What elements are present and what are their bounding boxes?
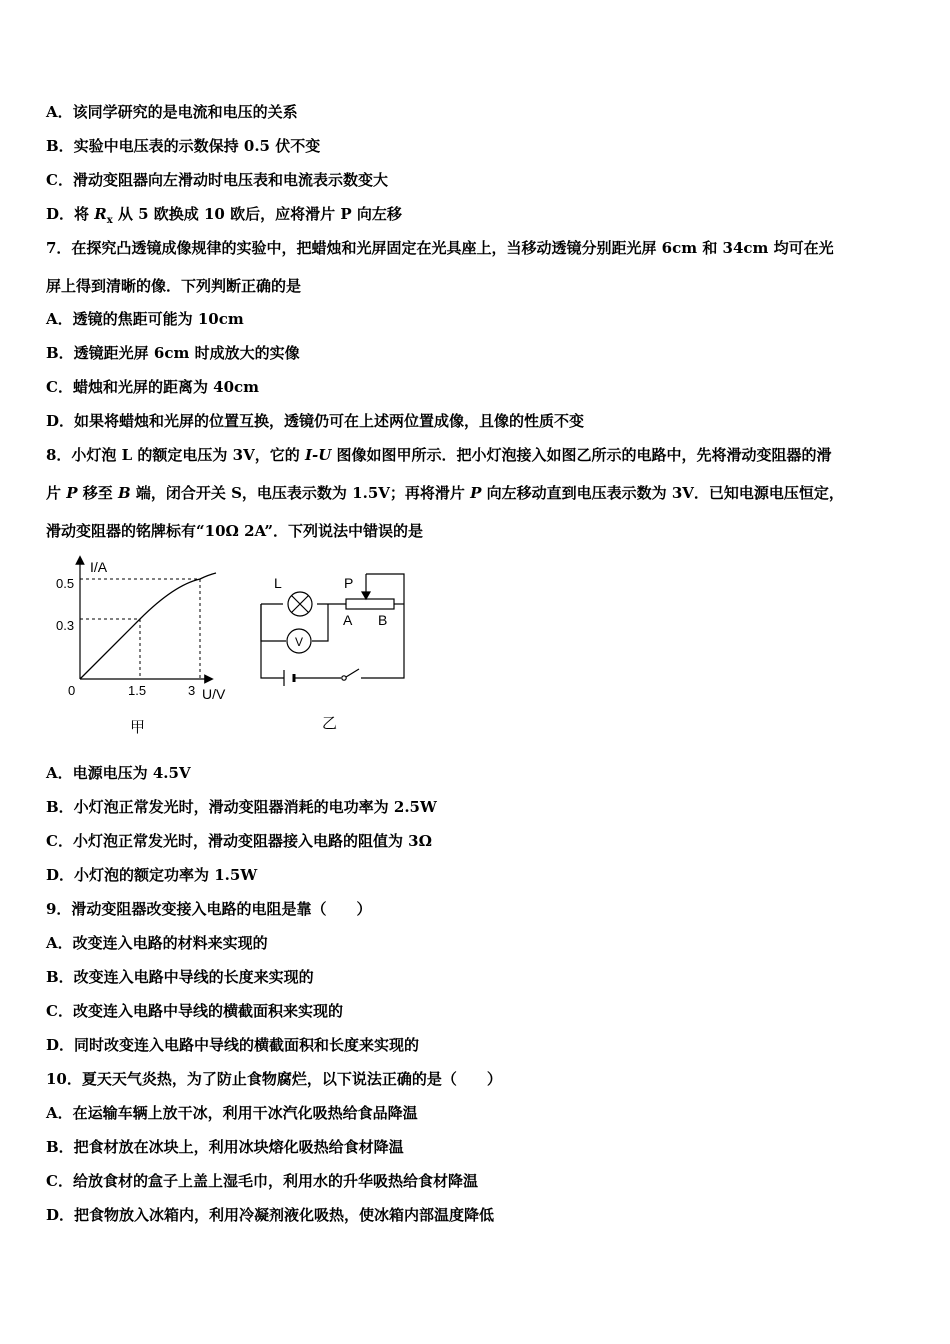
q8-option-a: A．电源电压为 4.5V — [46, 764, 191, 782]
q8-text: 移至 — [77, 484, 118, 502]
q6-d-text: D．将 — [46, 205, 95, 223]
q8-text: 向左移动直到电压表示数为 3V．已知电源电压恒定， — [481, 484, 844, 502]
rheostat-end-b-label: B — [378, 612, 388, 628]
iu-graph — [56, 559, 226, 736]
q10-option-b: B．把食材放在冰块上，利用冰块熔化吸热给食材降温 — [46, 1138, 404, 1156]
q8-option-d: D．小灯泡的额定功率为 1.5W — [46, 866, 258, 884]
origin-label: 0 — [68, 683, 76, 698]
q6-d-subscript: x — [106, 215, 113, 226]
graph-caption: 甲 — [130, 719, 146, 736]
q10-option-a: A．在运输车辆上放干冰，利用干冰汽化吸热给食品降温 — [46, 1104, 418, 1122]
y-axis-label: I/A — [90, 559, 108, 575]
slider-label: P — [344, 575, 354, 591]
q8-text: 图像如图甲所示．把小灯泡接入如图乙所示的电路中，先将滑动变阻器的滑 — [331, 446, 832, 464]
x-tick-label-1.5: 1.5 — [128, 683, 147, 698]
iu-curve — [80, 573, 216, 679]
q9-option-d: D．同时改变连入电路中导线的横截面积和长度来实现的 — [46, 1036, 420, 1054]
q8-text: 8．小灯泡 L 的额定电压为 3V，它的 — [46, 446, 305, 464]
lamp-cross — [292, 596, 309, 613]
q8-figure — [56, 552, 416, 742]
q6-option-c: C．滑动变阻器向左滑动时电压表和电流表示数变大 — [46, 171, 388, 189]
q7-option-a: A．透镜的焦距可能为 10cm — [46, 310, 244, 328]
circuit-diagram — [261, 574, 404, 686]
q8-p-symbol: P — [470, 484, 482, 502]
q8-stem-line3: 滑动变阻器的铭牌标有“10Ω 2A”．下列说法中错误的是 — [46, 522, 424, 540]
q8-b-symbol: B — [117, 484, 131, 502]
q8-stem-line1 — [46, 445, 832, 465]
q10-option-d: D．把食物放入冰箱内，利用冷凝剂液化吸热，使冰箱内部温度降低 — [46, 1206, 495, 1224]
q8-stem-line2 — [46, 483, 844, 503]
q8-option-b: B．小灯泡正常发光时，滑动变阻器消耗的电功率为 2.5W — [46, 798, 437, 816]
q9-option-c: C．改变连入电路中导线的横截面积来实现的 — [46, 1002, 343, 1020]
q9-option-a: A．改变连入电路的材料来实现的 — [46, 934, 268, 952]
slider-arrow-icon — [362, 592, 370, 599]
q6-option-a: A．该同学研究的是电流和电压的关系 — [46, 103, 298, 121]
q7-option-b: B．透镜距光屏 6cm 时成放大的实像 — [46, 344, 300, 362]
q8-text: 端，闭合开关 S，电压表示数为 1.5V；再将滑片 — [130, 484, 471, 502]
q8-text: 片 — [46, 484, 67, 502]
q6-option-b: B．实验中电压表的示数保持 0.5 伏不变 — [46, 137, 321, 155]
x-tick-label-3: 3 — [188, 683, 196, 698]
q9-option-b: B．改变连入电路中导线的长度来实现的 — [46, 968, 314, 986]
q8-option-c: C．小灯泡正常发光时，滑动变阻器接入电路的阻值为 3Ω — [46, 832, 432, 850]
switch-lever — [346, 669, 359, 677]
voltmeter-label: V — [295, 635, 304, 649]
q7-stem-line1: 7．在探究凸透镜成像规律的实验中，把蜡烛和光屏固定在光具座上，当移动透镜分别距光屏 6cm 和 34cm 均可在光 — [46, 239, 834, 257]
q6-option-d — [46, 204, 402, 231]
q9-stem: 9．滑动变阻器改变接入电路的电阻是靠（ ） — [46, 900, 372, 918]
y-tick-label-0.3: 0.3 — [56, 618, 75, 633]
x-axis-label: U/V — [202, 686, 226, 702]
q10-option-c: C．给放食材的盒子上盖上湿毛巾，利用水的升华吸热给食材降温 — [46, 1172, 478, 1190]
y-tick-label-0.5: 0.5 — [56, 576, 75, 591]
circuit-caption: 乙 — [322, 715, 338, 732]
q7-option-c: C．蜡烛和光屏的距离为 40cm — [46, 378, 260, 396]
q7-option-d: D．如果将蜡烛和光屏的位置互换，透镜仍可在上述两位置成像，且像的性质不变 — [46, 412, 585, 430]
rheostat-body — [346, 599, 394, 609]
rheostat-end-a-label: A — [343, 612, 353, 628]
lamp-label: L — [274, 575, 282, 591]
q6-d-text-rest: 从 5 欧换成 10 欧后，应将滑片 P 向左移 — [112, 205, 402, 223]
q7-stem-line2: 屏上得到清晰的像．下列判断正确的是 — [46, 277, 302, 295]
q8-iu-symbol: I-U — [304, 446, 332, 464]
q10-stem: 10．夏天天气炎热，为了防止食物腐烂，以下说法正确的是（ ） — [46, 1070, 502, 1088]
switch-contact — [342, 676, 346, 680]
q6-d-resistor-symbol: R — [94, 205, 107, 223]
q8-p-symbol: P — [66, 484, 78, 502]
